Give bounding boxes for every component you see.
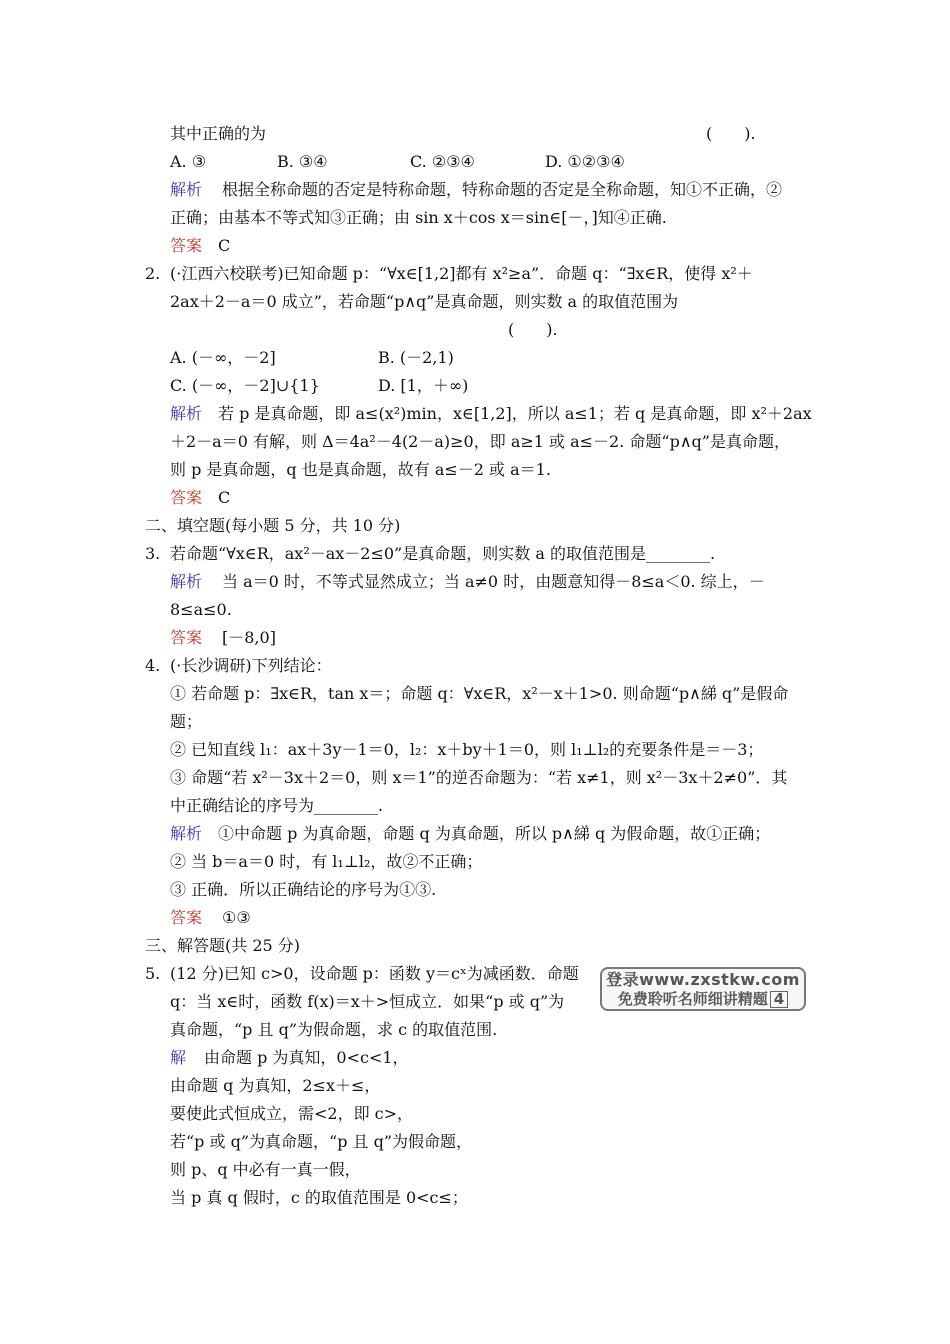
q4-line: (·长沙调研)下列结论： <box>170 656 332 675</box>
q5-step-4: 若“p 或 q”为真命题，“p 且 q”为假命题， <box>170 1132 473 1151</box>
q2-option-c: C. (－∞，－2]∪{1} <box>170 376 320 395</box>
q5-step-2: 由命题 q 为真知，2≤x＋≤， <box>170 1076 381 1095</box>
q3-number: 3. <box>145 544 161 563</box>
q2-line-2: 2ax＋2－a＝0 成立”，若命题“p∧q”是真命题，则实数 a 的取值范围为 <box>170 292 679 311</box>
q4-number: 4. <box>145 656 161 675</box>
q4-jiexi-1: ①中命题 p 为真命题，命题 q 为真命题，所以 p∧綈 q 为假命题，故①正确； <box>218 824 771 843</box>
q5-step-6: 当 p 真 q 假时，c 的取值范围是 0<c≤； <box>170 1188 468 1207</box>
q5-step-5: 则 p、q 中必有一真一假， <box>170 1160 361 1179</box>
q3-answer: [－8,0] <box>222 628 276 647</box>
q5-line-1: (12 分)已知 c>0，设命题 p：函数 y＝cˣ为减函数．命题 <box>170 964 579 983</box>
q1-option-d: D. ①②③④ <box>545 152 625 171</box>
q4-conclusion-1a: ① 若命题 p：∃x∈R，tan x＝；命题 q：∀x∈R，x²－x＋1>0. 则命题“p∧綈 q”是假命 <box>170 684 789 703</box>
q1-jiexi-label: 解析 <box>170 180 203 199</box>
q2-option-b: B. (－2,1) <box>378 348 454 367</box>
q2-jiexi-1: 若 p 是真命题，即 a≤(x²)min，x∈[1,2]，所以 a≤1；若 q 是真命题，即 x²＋2ax <box>218 404 812 423</box>
q4-conclusion-3a: ③ 命题“若 x²－3x＋2＝0，则 x＝1”的逆否命题为：“若 x≠1，则 x²－3x＋2≠0”．其 <box>170 768 788 787</box>
q1-answer-label: 答案 <box>170 236 203 255</box>
q1-option-c: C. ②③④ <box>410 152 475 171</box>
q4-conclusion-2: ② 已知直线 l₁：ax＋3y－1＝0，l₂：x＋by＋1＝0，则 l₁⊥l₂的充要条件是＝－3； <box>170 740 764 759</box>
promo-badge-number: 4 <box>770 991 788 1008</box>
q2-number: 2. <box>145 264 161 283</box>
q5-step-1: 由命题 p 为真知，0<c<1， <box>204 1048 409 1067</box>
q4-answer: ①③ <box>222 908 251 927</box>
q1-option-a: A. ③ <box>170 152 207 171</box>
q2-jiexi-3: 则 p 是真命题，q 也是真命题，故有 a≤－2 或 a＝1. <box>170 460 551 479</box>
q2-answer-label: 答案 <box>170 488 203 507</box>
q1-option-b: B. ③④ <box>277 152 328 171</box>
q5-number: 5. <box>145 964 161 983</box>
q1-jiexi-2: 正确；由基本不等式知③正确；由 sin x＋cos x＝sin∈[－，]知④正确. <box>170 208 667 227</box>
q2-paren: ( ). <box>508 320 558 339</box>
q2-answer: C <box>218 488 231 507</box>
q4-conclusion-3b: 中正确结论的序号为________. <box>170 796 384 815</box>
q4-jiexi-label: 解析 <box>170 824 203 843</box>
q1-answer: C <box>218 236 231 255</box>
section-fill-in-heading: 二、填空题(每小题 5 分，共 10 分) <box>145 516 401 535</box>
q4-jiexi-2: ② 当 b＝a＝0 时，有 l₁⊥l₂，故②不正确； <box>170 852 483 871</box>
q1-intro: 其中正确的为 <box>170 124 267 143</box>
promo-badge[interactable] <box>600 967 806 1011</box>
q4-answer-label: 答案 <box>170 908 203 927</box>
q2-option-a: A. (－∞，－2] <box>170 348 276 367</box>
q3-jiexi-label: 解析 <box>170 572 203 591</box>
q3-answer-label: 答案 <box>170 628 203 647</box>
q2-jiexi-2: ＋2－a＝0 有解，则 Δ＝4a²－4(2－a)≥0，即 a≥1 或 a≤－2. 命题“p∧q”是真命题， <box>170 432 790 451</box>
q2-line-1: (·江西六校联考)已知命题 p：“∀x∈[1,2]都有 x²≥a”．命题 q：“∃x∈R，使得 x²＋ <box>170 264 753 283</box>
q1-jiexi-1: 根据全称命题的否定是特称命题，特称命题的否定是全称命题，知①不正确，② <box>222 180 783 199</box>
promo-badge-text: 免费聆听名师细讲精题 <box>617 990 768 1008</box>
q2-option-d: D. [1，＋∞) <box>378 376 469 395</box>
q4-conclusion-1b: 题； <box>170 712 203 731</box>
q3-jiexi-2: 8≤a≤0. <box>170 600 232 619</box>
q5-jie-label: 解 <box>170 1048 187 1067</box>
q4-jiexi-3: ③ 正确．所以正确结论的序号为①③. <box>170 880 437 899</box>
section-solution-heading: 三、解答题(共 25 分) <box>145 936 301 955</box>
q3-line: 若命题“∀x∈R，ax²－ax－2≤0”是真命题，则实数 a 的取值范围是________. <box>170 544 716 563</box>
q3-jiexi-1: 当 a＝0 时，不等式显然成立；当 a≠0 时，由题意知得－8≤a＜0. 综上，－ <box>222 572 765 591</box>
q5-line-2: q：当 x∈时，函数 f(x)＝x＋>恒成立．如果“p 或 q”为 <box>170 992 565 1011</box>
q1-paren: ( ). <box>706 124 756 143</box>
q2-jiexi-label: 解析 <box>170 404 203 423</box>
promo-badge-url: 登录www.zxstkw.com <box>606 970 800 989</box>
q5-line-3: 真命题，“p 且 q”为假命题，求 c 的取值范围. <box>170 1020 498 1039</box>
q5-step-3: 要使此式恒成立，需<2，即 c>， <box>170 1104 414 1123</box>
